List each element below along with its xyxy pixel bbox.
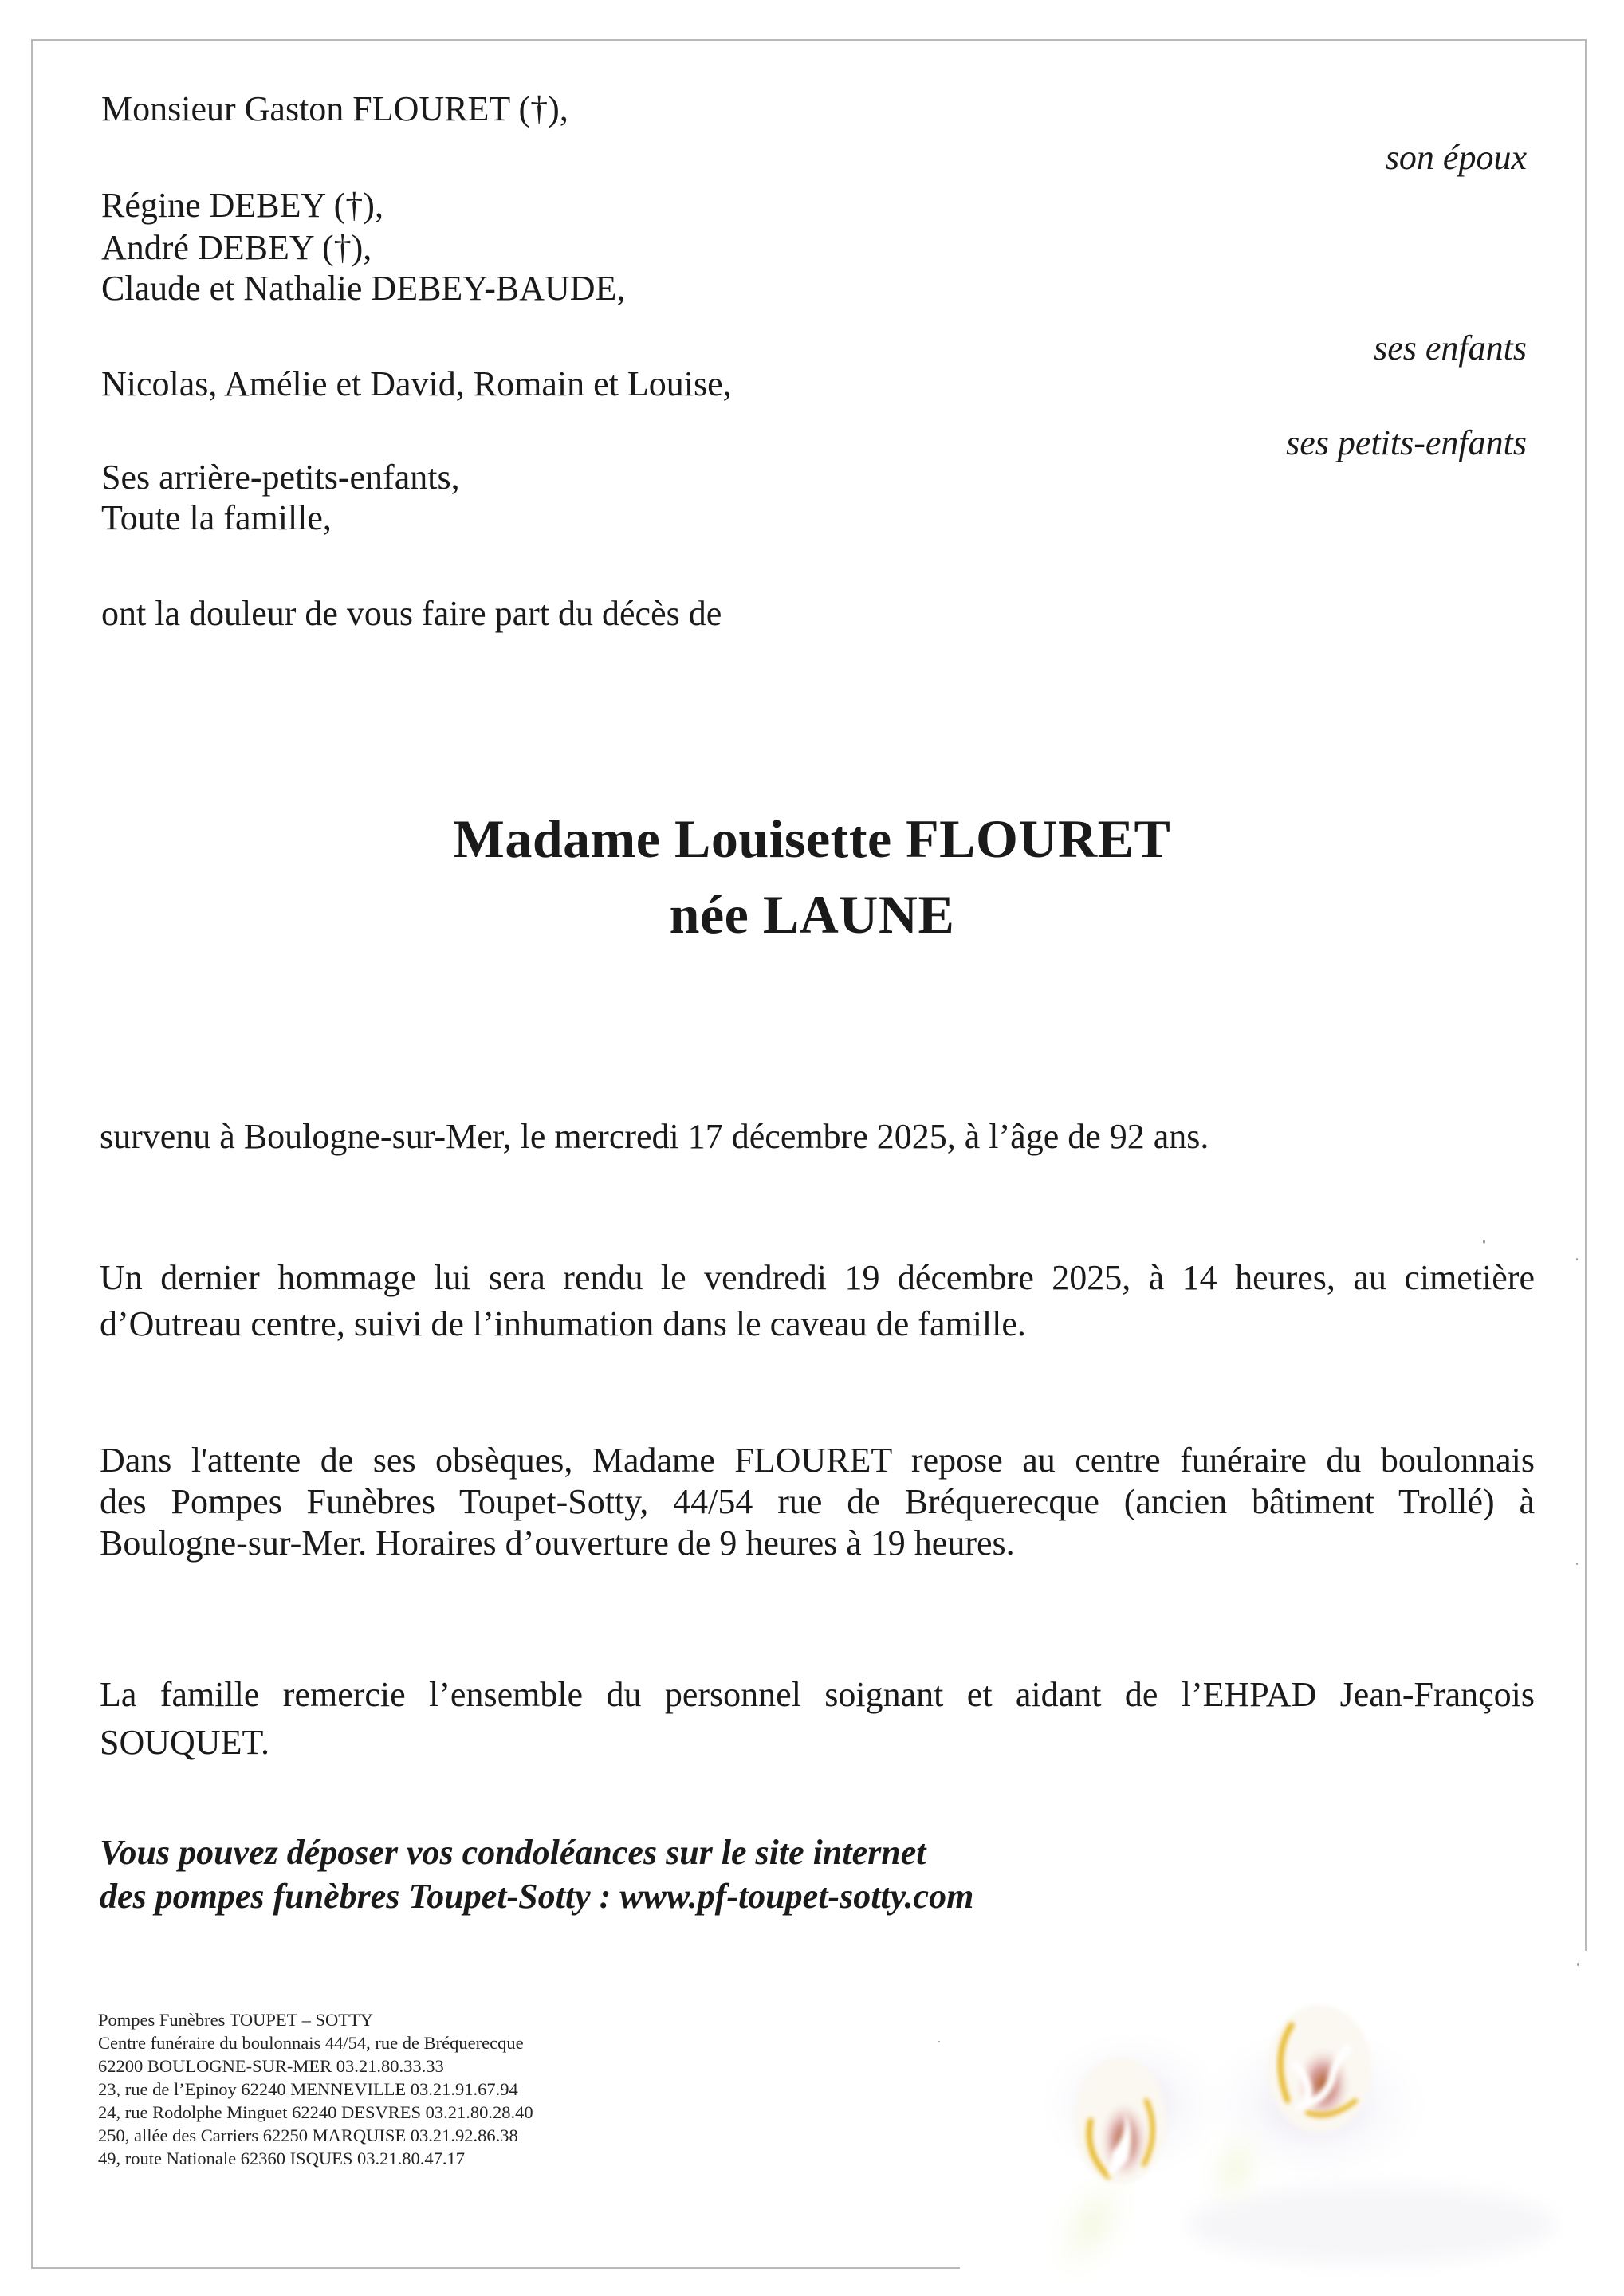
paragraph-line: des Pompes Funèbres Toupet-Sotty, 44/54 rue de Bréquerecque (ancien bâtiment Trollé) à <box>100 1482 1535 1521</box>
deceased-name: Madame Louisette FLOURET <box>453 808 1171 869</box>
page-frame-left <box>31 39 33 2269</box>
child-name: Régine DEBEY (†), <box>101 186 383 225</box>
grandchildren-names: Nicolas, Amélie et David, Romain et Louise, <box>101 364 732 403</box>
thanks-paragraph <box>100 1671 1535 1767</box>
funeral-home-footer <box>98 2008 533 2170</box>
paragraph-line: SOUQUET. <box>100 1723 270 1762</box>
child-name: Claude et Nathalie DEBEY-BAUDE, <box>101 269 626 308</box>
orchid-right <box>1268 2005 1371 2133</box>
child-name: André DEBEY (†), <box>101 228 372 267</box>
death-paragraph <box>100 1116 1535 1158</box>
paragraph-line: survenu à Boulogne-sur-Mer, le mercredi 17 décembre 2025, à l’âge de 92 ans. <box>100 1117 1209 1156</box>
paragraph-line: Boulogne-sur-Mer. Horaires d’ouverture de 9 heures à 19 heures. <box>100 1523 1015 1563</box>
spouse-role: son époux <box>1385 138 1527 177</box>
whole-family: Toute la famille, <box>101 498 332 537</box>
page-frame-top <box>32 39 1586 41</box>
children-role: ses enfants <box>1374 328 1527 368</box>
footer-line: Pompes Funèbres TOUPET – SOTTY <box>98 2010 374 2030</box>
footer-line: 49, route Nationale 62360 ISQUES 03.21.80.47.17 <box>98 2149 465 2168</box>
orchid-flowers-image <box>997 1961 1624 2296</box>
paragraph-line: d’Outreau centre, suivi de l’inhumation dans le caveau de famille. <box>100 1304 1026 1343</box>
footer-line: 250, allée des Carriers 62250 MARQUISE 03.21.92.86.38 <box>98 2125 518 2145</box>
condolences-prefix: des pompes funèbres Toupet-Sotty : <box>100 1877 620 1916</box>
paragraph-line: La famille remercie l’ensemble du personnel soignant et aidant de l’EHPAD Jean-François <box>100 1675 1535 1714</box>
orchid-left <box>1074 2057 1166 2184</box>
paragraph-line: Un dernier hommage lui sera rendu le vendredi 19 décembre 2025, à 14 heures, au cimetière <box>100 1258 1535 1297</box>
announcement-text: ont la douleur de vous faire part du décès de <box>101 594 722 633</box>
footer-line: 62200 BOULOGNE-SUR-MER 03.21.80.33.33 <box>98 2056 444 2076</box>
page-frame-right <box>1585 39 1587 1951</box>
scan-speck <box>1483 1240 1485 1244</box>
grandchildren-role: ses petits-enfants <box>1286 423 1527 462</box>
scan-speck <box>938 2041 940 2042</box>
footer-line: Centre funéraire du boulonnais 44/54, rue de Bréquerecque <box>98 2033 524 2053</box>
website-link[interactable]: www.pf-toupet-sotty.com <box>619 1877 974 1916</box>
deceased-maiden-name: née LAUNE <box>669 884 955 945</box>
great-grandchildren: Ses arrière-petits-enfants, <box>101 458 460 497</box>
page-frame-bottom <box>31 2267 960 2269</box>
spouse-name: Monsieur Gaston FLOURET (†), <box>101 89 568 128</box>
condolences-line: Vous pouvez déposer vos condoléances sur le site internet <box>100 1833 926 1872</box>
scan-speck <box>1576 1258 1578 1260</box>
rest-paragraph <box>100 1440 1535 1564</box>
condolences-line <box>100 1874 973 1918</box>
tribute-paragraph <box>100 1255 1535 1347</box>
footer-line: 24, rue Rodolphe Minguet 62240 DESVRES 03.21.80.28.40 <box>98 2102 533 2122</box>
condolences-note <box>100 1830 973 1918</box>
footer-line: 23, rue de l’Epinoy 62240 MENNEVILLE 03.21.91.67.94 <box>98 2079 518 2099</box>
scan-speck <box>1576 1563 1578 1565</box>
scan-speck <box>1577 1963 1579 1966</box>
paragraph-line: Dans l'attente de ses obsèques, Madame FLOURET repose au centre funéraire du boulonnais <box>100 1441 1535 1480</box>
